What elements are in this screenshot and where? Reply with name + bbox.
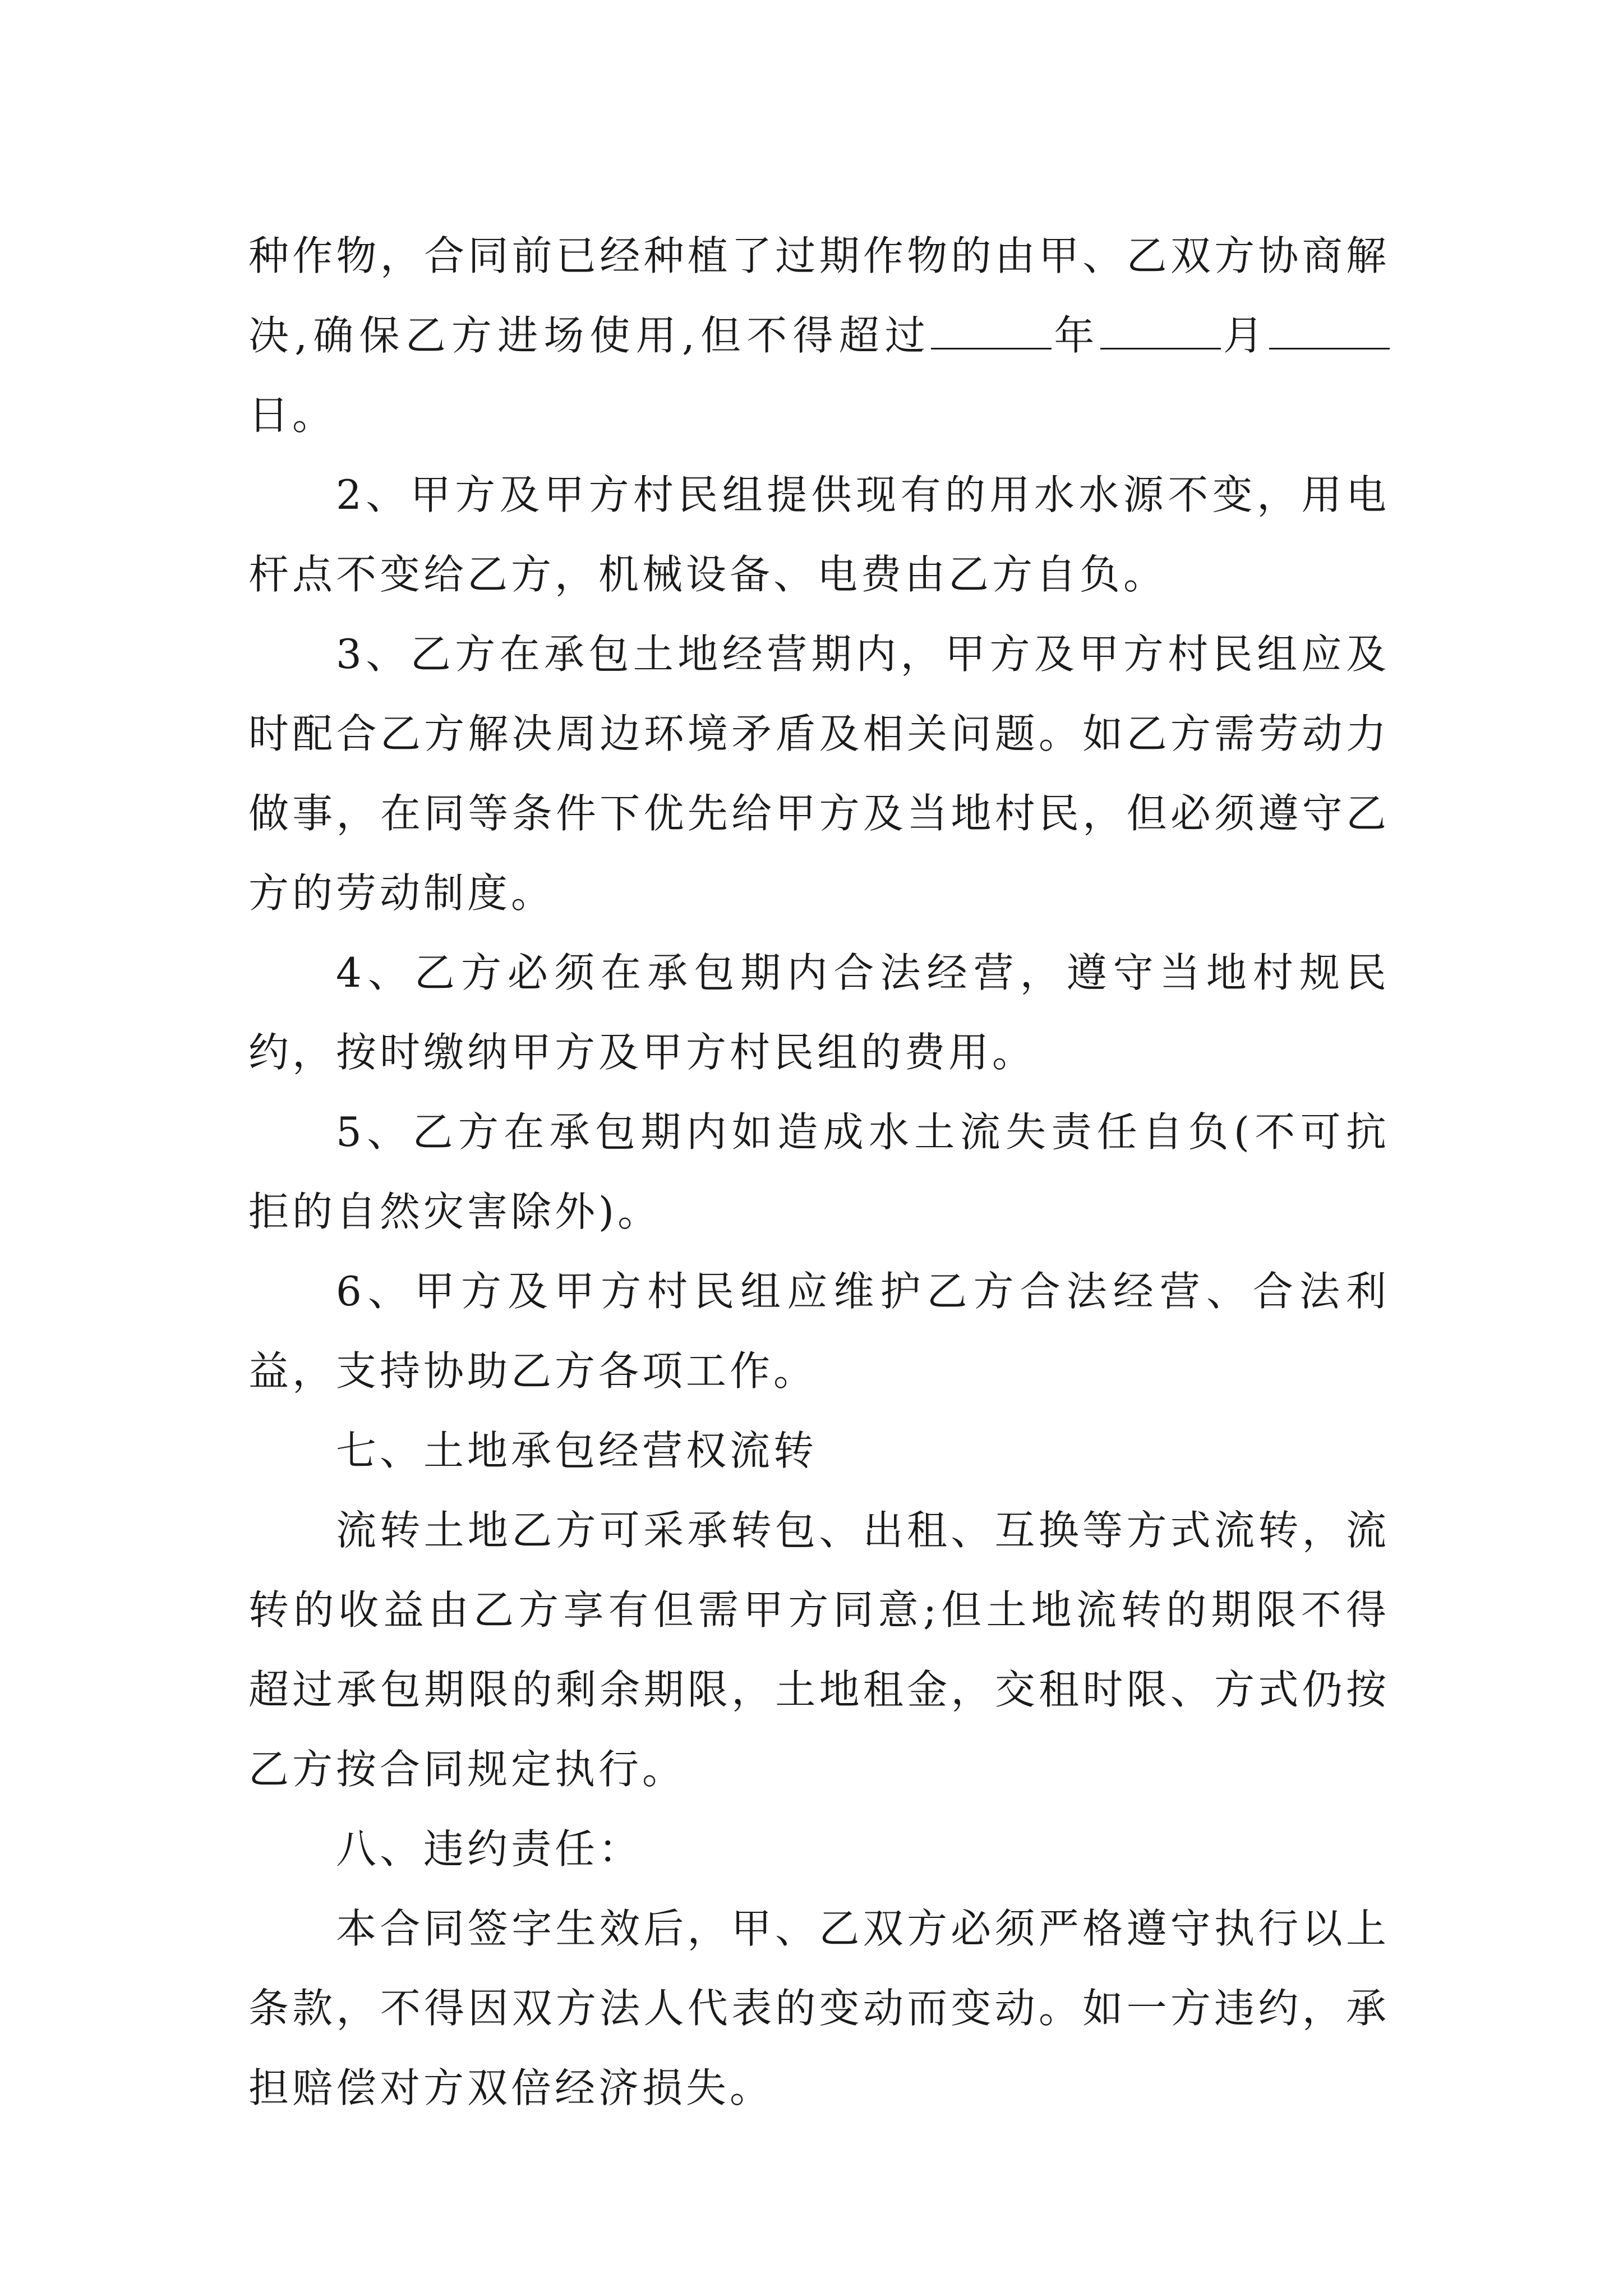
- paragraph-clause-5: 5、乙方在承包期内如造成水土流失责任自负(不可抗拒的自然灾害除外)。: [248, 1108, 1390, 1235]
- day-label: 日。: [248, 392, 336, 439]
- paragraph-clause-4: 4、乙方必须在承包期内合法经营，遵守当地村规民约，按时缴纳甲方及甲方村民组的费用。: [248, 949, 1390, 1076]
- year-blank: [931, 314, 1052, 349]
- paragraph-clause-6: 6、甲方及甲方村民组应维护乙方合法经营、合法利益，支持协助乙方各项工作。: [248, 1268, 1390, 1395]
- section-heading-8: 八、违约责任：: [336, 1825, 643, 1872]
- document-body: [248, 216, 1390, 2128]
- paragraph-clause-3: 3、乙方在承包土地经营期内，甲方及甲方村民组应及时配合乙方解决周边环境矛盾及相关问题。如乙方需劳动力做事，在同等条件下优先给甲方及当地村民，但必须遵守乙方的劳动制度。: [248, 631, 1390, 917]
- paragraph-planting-terms: [248, 216, 1390, 455]
- year-label: 年: [1052, 312, 1100, 359]
- paragraph-clause-2: 2、甲方及甲方村民组提供现有的用水水源不变，用电杆点不变给乙方，机械设备、电费由乙方自负。: [248, 471, 1390, 598]
- day-blank: [1269, 314, 1390, 349]
- paragraph-land-transfer: 流转土地乙方可采承转包、出租、互换等方式流转，流转的收益由乙方享有但需甲方同意;但土地流转的期限不得超过承包期限的剩余期限，土地租金，交租时限、方式仍按乙方按合同规定执行。: [248, 1507, 1390, 1793]
- section-heading-7: 七、土地承包经营权流转: [336, 1427, 818, 1474]
- month-blank: [1100, 314, 1221, 349]
- paragraph-breach-liability: 本合同签字生效后，甲、乙双方必须严格遵守执行以上条款，不得因双方法人代表的变动而变动。如一方违约，承担赔偿对方双倍经济损失。: [248, 1905, 1390, 2111]
- month-label: 月: [1220, 312, 1269, 359]
- paragraph-text: 种作物，合同前已经种植了过期作物的由甲、乙双方协商解决,确保乙方进场使用,但不得超过: [248, 232, 1390, 359]
